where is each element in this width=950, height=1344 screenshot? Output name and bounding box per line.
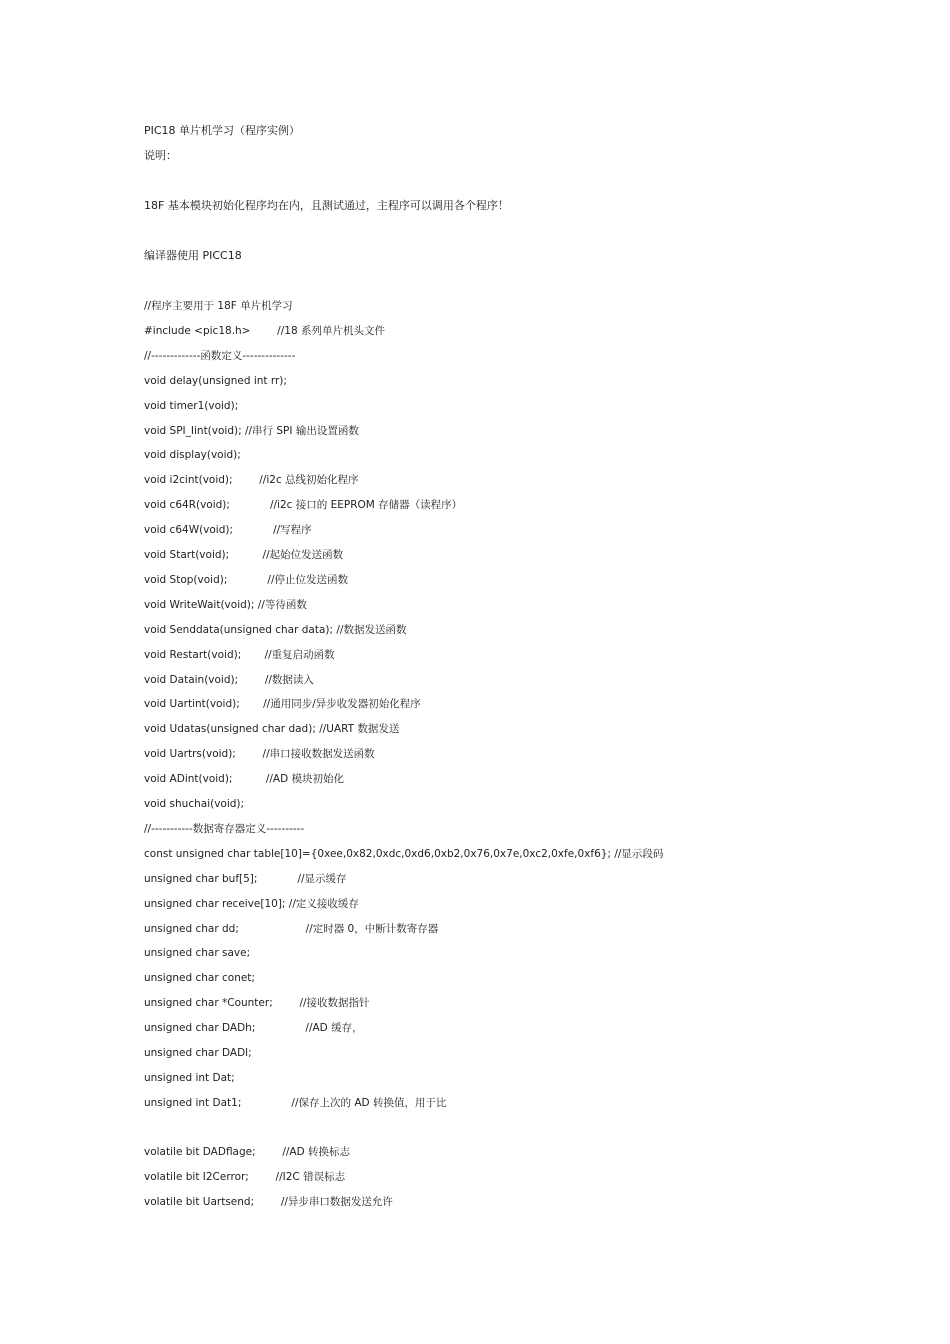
code-line: unsigned char conet;: [144, 972, 255, 985]
code-line: unsigned char receive[10]; //定义接收缓存: [144, 897, 359, 910]
code-line: void shuchai(void);: [144, 798, 245, 810]
code-line: void Udatas(unsigned char dad); //UART 数据发送: [144, 723, 400, 736]
code-line: unsigned int Dat1; //保存上次的 AD 转换值，用于比: [144, 1096, 447, 1109]
code-line: unsigned char buf[5]; //显示缓存: [144, 872, 347, 885]
code-line: void WriteWait(void); //等待函数: [144, 598, 307, 611]
code-line: void display(void);: [144, 449, 241, 462]
document-title: PIC18 单片机学习（程序实例）: [144, 124, 301, 137]
code-line: unsigned char DADh; //AD 缓存，: [144, 1022, 363, 1035]
code-line: void c64R(void); //i2c 接口的 EEPROM 存储器（读程序）: [144, 499, 463, 512]
code-line: void SPI_Iint(void); //串行 SPI 输出设置函数: [144, 424, 359, 437]
code-line: unsigned char DADl;: [144, 1047, 252, 1059]
code-line: unsigned int Dat;: [144, 1071, 235, 1084]
code-line: void c64W(void); //写程序: [144, 524, 312, 537]
code-line: void delay(unsigned int rr);: [144, 374, 287, 387]
code-line: void Datain(void); //数据读入: [144, 673, 314, 686]
compiler-note: 编译器使用 PICC18: [144, 249, 242, 262]
code-line: void Restart(void); //重复启动函数: [144, 648, 335, 661]
code-line: volatile bit DADflage; //AD 转换标志: [144, 1146, 351, 1158]
code-line: //-----------数据寄存器定义----------: [144, 822, 305, 835]
intro-text: 18F 基本模块初始化程序均在内，且测试通过，主程序可以调用各个程序！: [144, 199, 509, 212]
code-line: unsigned char dd; //定时器 0，中断计数寄存器: [144, 922, 439, 935]
code-line: //-------------函数定义--------------: [144, 349, 296, 362]
code-line: void timer1(void);: [144, 399, 239, 412]
code-line: void Uartint(void); //通用同步/异步收发器初始化程序: [144, 698, 421, 711]
code-line: void Stop(void); //停止位发送函数: [144, 573, 349, 586]
code-line: #include <pic18.h> //18 系列单片机头文件: [144, 324, 385, 337]
code-line: //程序主要用于 18F 单片机学习: [144, 300, 293, 312]
code-line: volatile bit Uartsend; //异步串口数据发送允许: [144, 1196, 393, 1208]
code-line: volatile bit I2Cerror; //I2C 错误标志: [144, 1171, 346, 1183]
code-line: void Start(void); //起始位发送函数: [144, 549, 344, 561]
code-line: const unsigned char table[10]={0xee,0x82,0xdc,0xd6,0xb2,0x76,0x7e,0xc2,0xfe,0xf6}; //显示段码: [144, 847, 664, 860]
intro-label: 说明：: [144, 149, 177, 162]
code-line: unsigned char *Counter; //接收数据指针: [144, 997, 370, 1010]
code-line: void i2cint(void); //i2c 总线初始化程序: [144, 474, 359, 487]
code-line: void ADint(void); //AD 模块初始化: [144, 773, 345, 786]
code-line: void Uartrs(void); //串口接收数据发送函数: [144, 748, 375, 761]
code-line: void Senddata(unsigned char data); //数据发送函数: [144, 623, 407, 636]
code-line: unsigned char save;: [144, 947, 251, 960]
